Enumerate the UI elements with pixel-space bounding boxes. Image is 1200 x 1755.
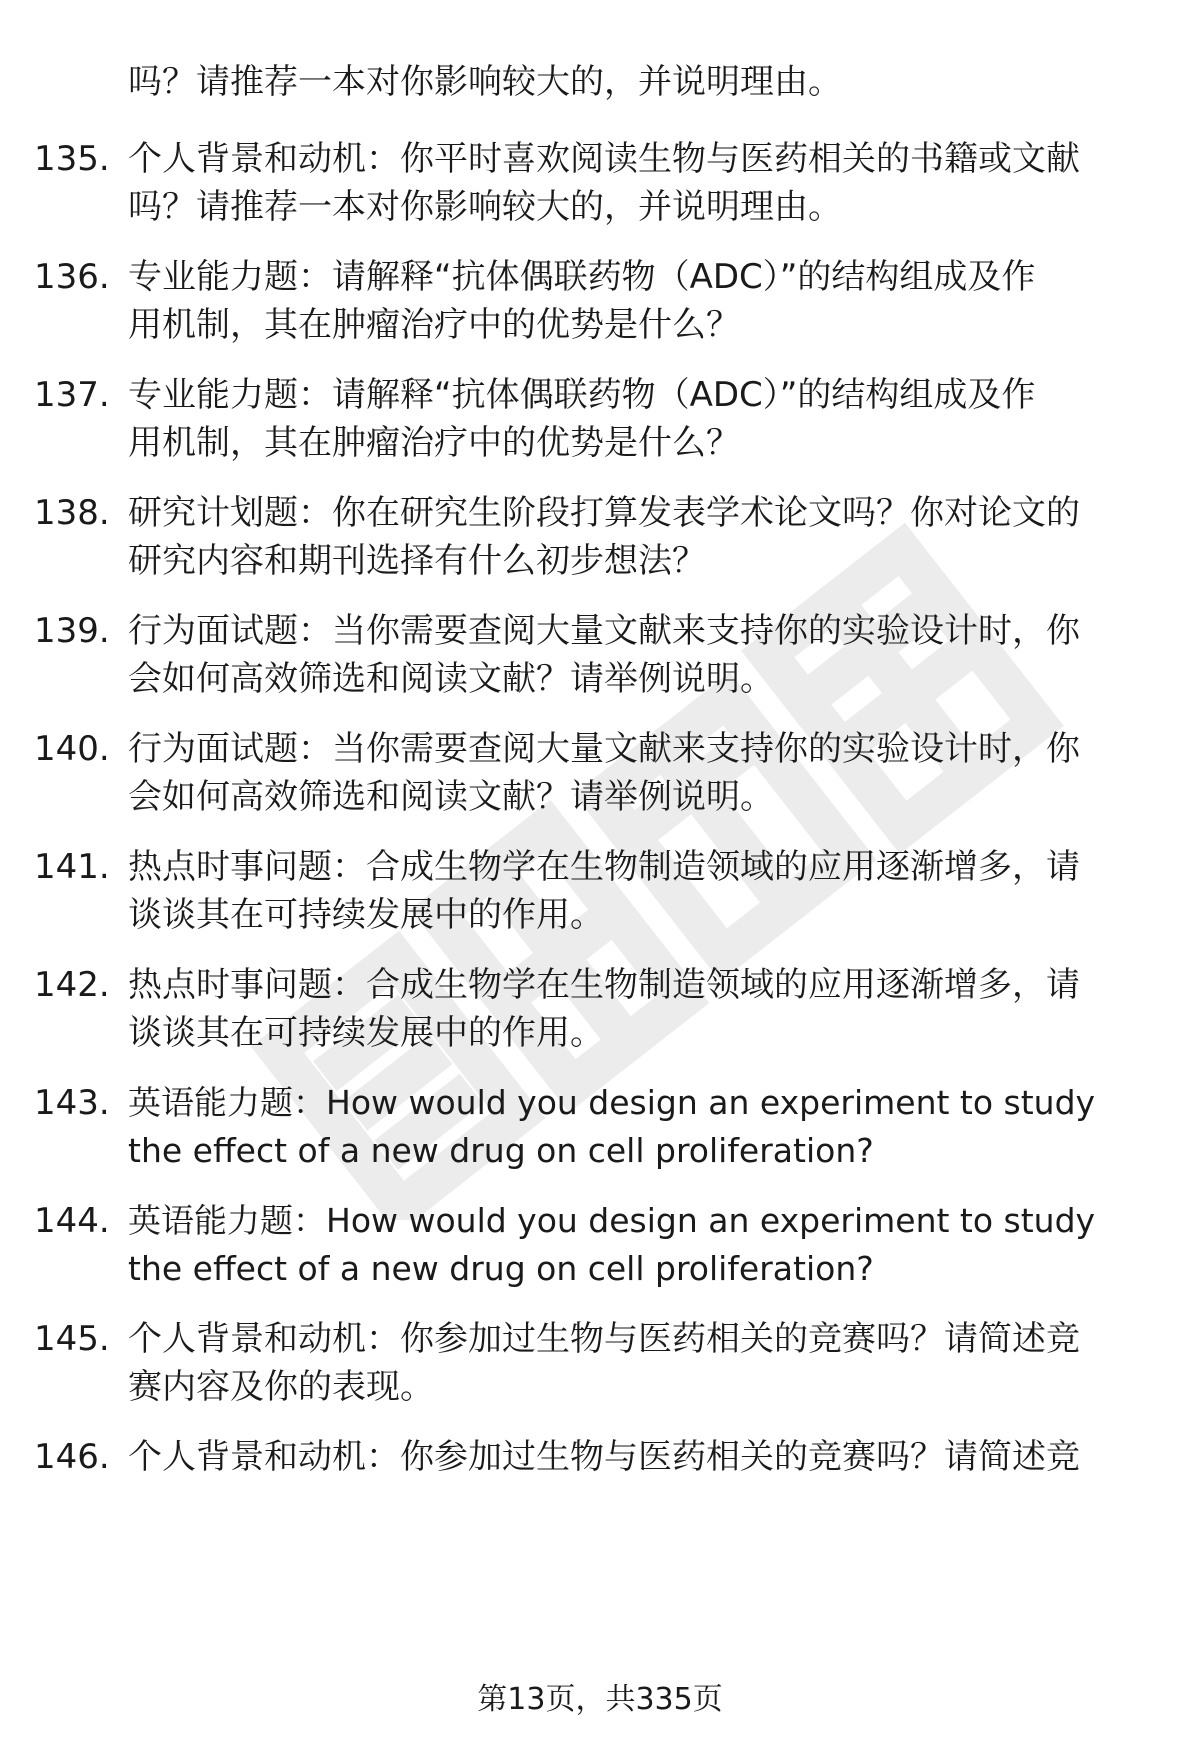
question-text: 行为面试题：当你需要查阅大量文献来支持你的实验设计时，你 会如何高效筛选和阅读文献？请举例说明。 [128,729,1080,817]
question-item [34,607,1164,707]
question-text: 专业能力题：请解释“抗体偶联药物（ADC）”的结构组成及作 用机制，其在肿瘤治疗中的优势是什么？ [128,375,1036,463]
question-item [34,1079,1164,1179]
question-text: 个人背景和动机：你参加过生物与医药相关的竞赛吗？请简述竞 [128,1437,1080,1477]
question-number: 138. [34,493,110,533]
question-text: 行为面试题：当你需要查阅大量文献来支持你的实验设计时，你 会如何高效筛选和阅读文献？请举例说明。 [128,611,1080,699]
page-footer: 第13页，共335页 [477,1682,723,1717]
question-number: 141. [34,847,110,887]
question-text: 英语能力题：How would you design an experiment to study the effect of a new drug on cell proliferation? [128,1201,1096,1288]
question-number: 143. [34,1083,110,1123]
question-item [34,135,1164,235]
question-item [34,371,1164,471]
question-number: 135. [34,139,110,179]
question-number: 142. [34,965,110,1005]
question-number: 145. [34,1319,110,1359]
question-item [34,253,1164,353]
question-text: 研究计划题：你在研究生阶段打算发表学术论文吗？你对论文的 研究内容和期刊选择有什么初步想法？ [128,493,1080,581]
question-text: 个人背景和动机：你参加过生物与医药相关的竞赛吗？请简述竞 赛内容及你的表现。 [128,1319,1080,1407]
question-item [34,1315,1164,1415]
question-number: 144. [34,1201,110,1241]
question-number: 137. [34,375,110,415]
question-number: 136. [34,257,110,297]
question-item [34,725,1164,825]
question-item [34,1197,1164,1297]
question-item [34,961,1164,1061]
question-item [34,1433,1164,1533]
question-number: 140. [34,729,110,769]
question-text: 个人背景和动机：你平时喜欢阅读生物与医药相关的书籍或文献 吗？请推荐一本对你影响较大的，并说明理由。 [128,139,1080,227]
question-item [34,489,1164,589]
continuation-line: 吗？请推荐一本对你影响较大的，并说明理由。 [128,62,842,102]
question-number: 146. [34,1437,110,1477]
question-item [34,843,1164,943]
question-text: 专业能力题：请解释“抗体偶联药物（ADC）”的结构组成及作 用机制，其在肿瘤治疗中的优势是什么？ [128,257,1036,345]
question-text: 英语能力题：How would you design an experiment to study the effect of a new drug on cell proliferation? [128,1083,1096,1170]
question-text: 热点时事问题：合成生物学在生物制造领域的应用逐渐增多，请 谈谈其在可持续发展中的作用。 [128,847,1080,935]
question-text: 热点时事问题：合成生物学在生物制造领域的应用逐渐增多，请 谈谈其在可持续发展中的作用。 [128,965,1080,1053]
question-number: 139. [34,611,110,651]
